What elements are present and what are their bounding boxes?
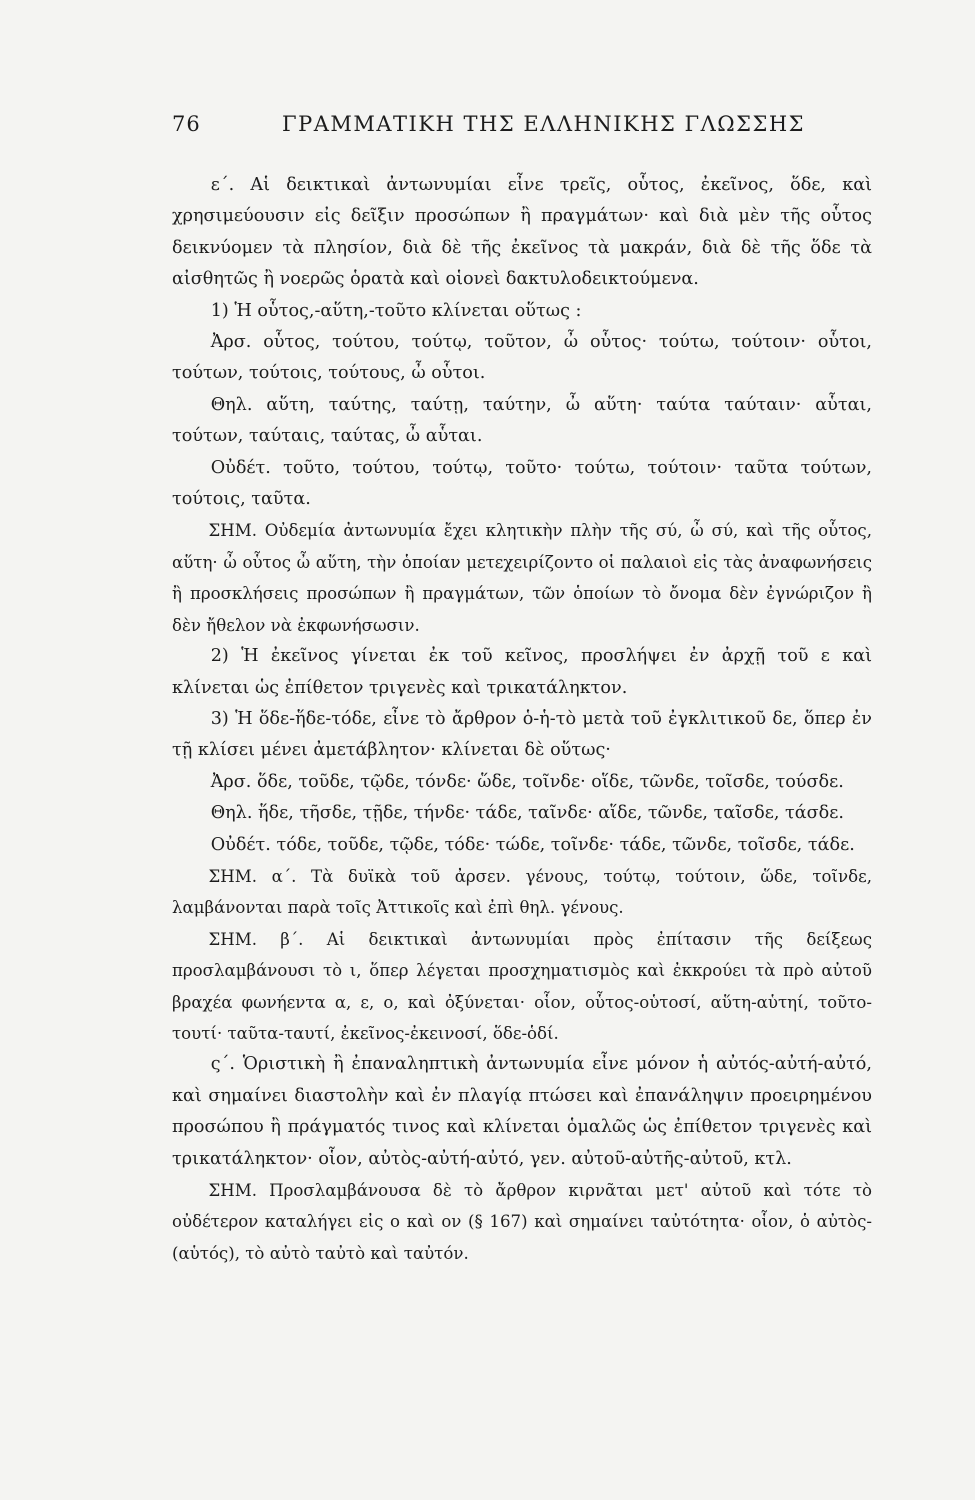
running-title: ΓΡΑΜΜΑΤΙΚΗ ΤΗΣ ΕΛΛΗΝΙΚΗΣ ΓΛΩΣΣΗΣ	[282, 112, 806, 136]
paragraph-outos-masculine: Ἀρσ. οὗτος, τούτου, τούτῳ, τοῦτον, ὦ οὗτος· τούτω, τούτοιν· οὗτοι, τούτων, τούτοις, τούτους, ὦ οὗτοι.	[172, 332, 872, 384]
note-vocative: ΣΗΜ. Οὐδεμία ἀντωνυμία ἔχει κλητικὴν πλὴν τῆς σύ, ὦ σύ, καὶ τῆς οὗτος, αὕτη· ὦ οὗτος ὦ αὕτη, τὴν ὁποίαν μετεχειρίζοντο οἱ παλαιοὶ εἰς τὰς ἀναφωνήσεις ἢ προσκλήσεις προσώπων ἢ πραγμάτων, τῶν ὁποίων τὸ ὄνομα δὲν ἐγνώριζον ἢ δὲν ἤθελον νὰ ἐκφωνήσωσιν.	[172, 521, 872, 635]
paragraph-outos-neuter: Οὐδέτ. τοῦτο, τούτου, τούτῳ, τοῦτο· τούτω, τούτοιν· ταῦτα τούτων, τούτοις, ταῦτα.	[172, 457, 872, 510]
paragraph-hode-neuter: Οὐδέτ. τόδε, τοῦδε, τῷδε, τόδε· τώδε, τοῖνδε· τάδε, τῶνδε, τοῖσδε, τάδε.	[210, 834, 855, 855]
body-text	[172, 170, 872, 1269]
paragraph-hode-masculine: Ἀρσ. ὅδε, τοῦδε, τῷδε, τόνδε· ὥδε, τοῖνδε· οἵδε, τῶνδε, τοῖσδε, τούσδε.	[210, 771, 844, 792]
paragraph-deictic-pronouns: ε΄. Αἱ δεικτικαὶ ἀντωνυμίαι εἶνε τρεῖς, οὗτος, ἐκεῖνος, ὅδε, καὶ χρησιμεύουσιν εἰς δεῖξιν προσώπων ἢ πραγμάτων· καὶ διὰ μὲν τῆς οὗτος δεικνύομεν τὰ πλησίον, διὰ δὲ τῆς ἐκεῖνος τὰ μακράν, διὰ δὲ τῆς ὅδε τὰ αἰσθητῶς ἢ νοερῶς ὁρατὰ καὶ οἱονεὶ δακτυλοδεικτούμενα.	[172, 175, 872, 290]
paragraph-definite-pronoun: ς΄. Ὁριστικὴ ἢ ἐπαναληπτικὴ ἀντωνυμία εἶνε μόνον ἡ αὐτός-αὐτή-αὐτό, καὶ σημαίνει διαστολὴν καὶ ἐν πλαγίᾳ πτώσει καὶ ἐπανάληψιν προειρημένου προσώπου ἢ πράγματός τινος καὶ κλίνεται ὁμαλῶς ὡς ἐπίθετον τριγενὲς καὶ τρικατάληκτον· οἷον, αὐτὸς-αὐτή-αὐτό, γεν. αὐτοῦ-αὐτῆς-αὐτοῦ, κτλ.	[172, 1054, 872, 1169]
paragraph-hode-intro: 3) Ἡ ὅδε-ἥδε-τόδε, εἶνε τὸ ἄρθρον ὁ-ἡ-τὸ μετὰ τοῦ ἐγκλιτικοῦ δε, ὅπερ ἐν τῇ κλίσει μένει ἀμετάβλητον· κλίνεται δὲ οὕτως·	[172, 708, 872, 761]
paragraph-hode-feminine: Θηλ. ἥδε, τῆσδε, τῇδε, τήνδε· τάδε, ταῖνδε· αἵδε, τῶνδε, ταῖσδε, τάσδε.	[210, 803, 844, 824]
note-deictic-iota: ΣΗΜ. β΄. Αἱ δεικτικαὶ ἀντωνυμίαι πρὸς ἐπίτασιν τῆς δείξεως προσλαμβάνουσι τὸ ι, ὅπερ λέγεται προσχηματισμὸς καὶ ἐκκρούει τὰ πρὸ αὐτοῦ βραχέα φωνήεντα α, ε, ο, καὶ ὀξύνεται· οἷον, οὗτος-οὑτοσί, αὕτη-αὑτηί, τοῦτο-τουτί· ταῦτα-ταυτί, ἐκεῖνος-ἐκεινοσί, ὅδε-ὁδί.	[172, 929, 872, 1043]
paragraph-outos-declension-intro: 1) Ἡ οὗτος,-αὕτη,-τοῦτο κλίνεται οὕτως :	[210, 300, 582, 321]
paragraph-outos-feminine: Θηλ. αὕτη, ταύτης, ταύτῃ, ταύτην, ὦ αὕτη· ταύτα ταύταιν· αὗται, τούτων, ταύταις, ταύτας, ὦ αὗται.	[172, 394, 872, 447]
note-dual-forms: ΣΗΜ. α΄. Τὰ δυϊκὰ τοῦ ἀρσεν. γένους, τούτῳ, τούτοιν, ὥδε, τοῖνδε, λαμβάνονται παρὰ τοῖς Ἀττικοῖς καὶ ἐπὶ θηλ. γένους.	[172, 866, 872, 918]
page-number: 76	[172, 112, 201, 136]
page-header	[172, 112, 865, 146]
paragraph-ekeinos: 2) Ἡ ἐκεῖνος γίνεται ἐκ τοῦ κεῖνος, προσλήψει ἐν ἀρχῇ τοῦ ε καὶ κλίνεται ὡς ἐπίθετον τριγενὲς καὶ τρικατάληκτον.	[172, 646, 872, 698]
note-crasis: ΣΗΜ. Προσλαμβάνουσα δὲ τὸ ἄρθρον κιρνᾶται μετ' αὐτοῦ καὶ τότε τὸ οὐδέτερον καταλήγει εἰς ο καὶ ον (§ 167) καὶ σημαίνει ταὐτότητα· οἷον, ὁ αὐτὸς-(αὑτός), τὸ αὐτὸ ταὐτὸ καὶ ταὐτόν.	[172, 1181, 872, 1263]
